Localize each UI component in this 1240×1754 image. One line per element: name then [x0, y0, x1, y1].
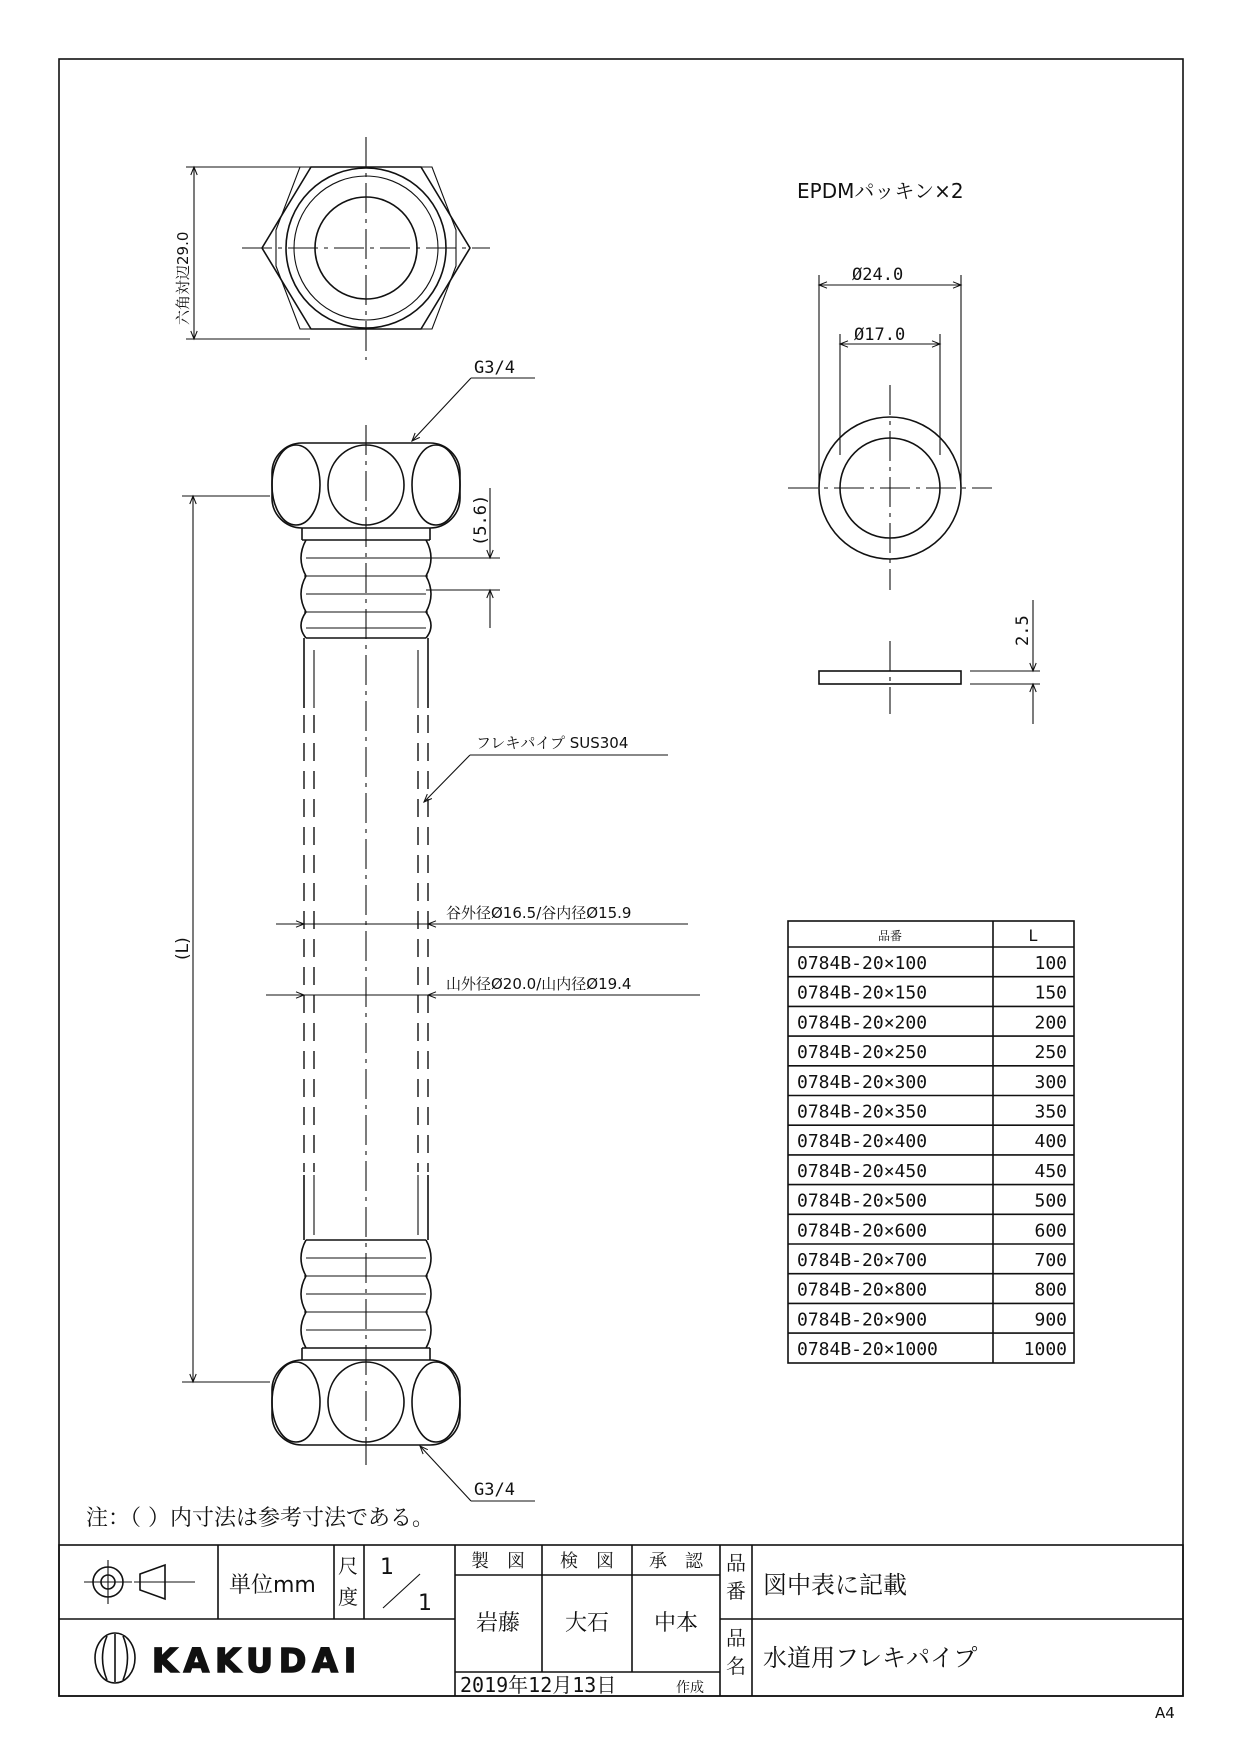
table-cell-length: 300	[1034, 1071, 1067, 1093]
table-cell-length: 600	[1034, 1220, 1067, 1242]
table-cell-length: 100	[1034, 953, 1067, 974]
table-header-l: L	[1028, 926, 1038, 945]
packing-inner-label: Ø17.0	[854, 325, 906, 345]
date: 2019年12月13日	[460, 1673, 617, 1697]
table-cell-length: 700	[1034, 1250, 1067, 1271]
pipe-label: フレキパイプ SUS304	[476, 734, 629, 752]
part-name: 水道用フレキパイプ	[763, 1644, 978, 1672]
checked-label: 検 図	[560, 1551, 614, 1572]
part-no: 図中表に記載	[763, 1571, 907, 1599]
table-cell-part-no: 0784B-20×150	[797, 982, 928, 1004]
table-cell-part-no: 0784B-20×900	[797, 1309, 928, 1331]
table-cell-length: 1000	[1023, 1339, 1067, 1361]
approved-label: 承 認	[649, 1551, 703, 1572]
table-cell-part-no: 0784B-20×450	[797, 1160, 928, 1182]
kakudai-logo	[95, 1633, 135, 1683]
table-cell-part-no: 0784B-20×100	[797, 953, 928, 974]
title-block	[59, 1545, 1183, 1697]
drawn-by: 岩藤	[475, 1611, 521, 1636]
ridge-dim-label: (5.6)	[471, 494, 491, 546]
table-cell-length: 350	[1034, 1101, 1067, 1123]
table-cell-length: 150	[1034, 982, 1067, 1004]
table-cell-length: 250	[1034, 1042, 1067, 1064]
table-cell-part-no: 0784B-20×800	[797, 1279, 928, 1301]
hex-nut-top-view	[174, 137, 490, 360]
sheet-border	[59, 59, 1183, 1696]
date-suffix: 作成	[676, 1680, 704, 1696]
table-cell-length: 450	[1034, 1160, 1067, 1182]
part-name-label-2: 名	[726, 1654, 746, 1678]
third-angle-projection-icon	[84, 1560, 195, 1604]
table-cell-length: 200	[1034, 1012, 1067, 1034]
table-cell-length: 800	[1034, 1279, 1067, 1301]
packing-thickness-label: 2.5	[1013, 615, 1033, 646]
table-cell-part-no: 0784B-20×600	[797, 1220, 928, 1242]
table-cell-part-no: 0784B-20×700	[797, 1250, 928, 1271]
table-cell-part-no: 0784B-20×400	[797, 1131, 928, 1153]
thread-bottom-label: G3/4	[474, 1480, 515, 1500]
packing-title: EPDMパッキン×2	[797, 179, 964, 203]
table-cell-part-no: 0784B-20×350	[797, 1101, 928, 1123]
table-cell-length: 900	[1034, 1309, 1067, 1331]
packing-view	[788, 179, 1040, 724]
part-no-label-1: 品	[726, 1551, 746, 1575]
table-cell-part-no: 0784B-20×300	[797, 1071, 928, 1093]
sheet-size: A4	[1155, 1704, 1175, 1722]
note: 注：（ ）内寸法は参考寸法である。	[86, 1506, 434, 1531]
part-name-label-1: 品	[726, 1626, 746, 1650]
scale-num: 1	[380, 1555, 394, 1580]
scale-label-2: 度	[338, 1585, 358, 1609]
table-cell-part-no: 0784B-20×200	[797, 1012, 928, 1034]
valley-dia-label: 谷外径Ø16.5/谷内径Ø15.9	[446, 904, 632, 922]
thread-top-label: G3/4	[474, 358, 515, 378]
packing-outer-label: Ø24.0	[852, 265, 904, 285]
checked-by: 大石	[564, 1611, 610, 1636]
table-cell-part-no: 0784B-20×250	[797, 1042, 928, 1064]
length-dim-label: (L)	[173, 937, 193, 960]
scale-den: 1	[418, 1591, 432, 1616]
company-name: KAKUDAI	[152, 1641, 363, 1680]
table-header-part: 品番	[877, 929, 903, 943]
pipe-side-view	[173, 358, 700, 1501]
drawn-label: 製 図	[471, 1551, 525, 1572]
scale-label-1: 尺	[338, 1554, 358, 1578]
approved-by: 中本	[653, 1611, 699, 1636]
unit-label: 単位mm	[229, 1573, 316, 1598]
table-cell-part-no: 0784B-20×500	[797, 1190, 928, 1212]
part-no-label-2: 番	[726, 1579, 746, 1603]
table-cell-part-no: 0784B-20×1000	[797, 1339, 938, 1361]
table-cell-length: 500	[1034, 1190, 1067, 1212]
table-cell-length: 400	[1034, 1131, 1067, 1153]
crest-dia-label: 山外径Ø20.0/山内径Ø19.4	[446, 975, 632, 993]
part-table	[788, 921, 1074, 1363]
hex-dim-label: 六角対辺29.0	[174, 231, 192, 325]
